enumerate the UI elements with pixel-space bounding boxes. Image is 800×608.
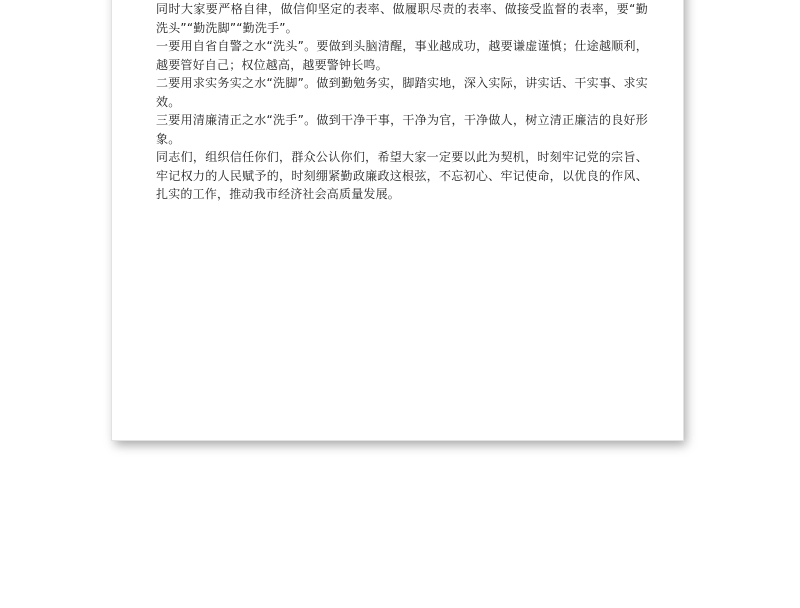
paragraph-closing: 同志们，组织信任你们，群众公认你们，希望大家一定要以此为契机，时刻牢记党的宗旨、牢记权力的人民赋予的，时刻绷紧勤政廉政这根弦，不忘初心、牢记使命，以优良的作风、扎实的工作，推动我市经济社会高质量发展。 — [156, 150, 648, 201]
document-page — [112, 0, 683, 440]
paragraph-wash-hands: 三要用清廉清正之水“洗手”。做到干净干事，干净为官，干净做人，树立清正廉洁的良好形象。 — [156, 113, 648, 146]
paragraph-self-discipline: 同时大家要严格自律，做信仰坚定的表率、做履职尽责的表率、做接受监督的表率，要“勤洗头”“勤洗脚”“勤洗手”。 — [156, 2, 648, 35]
document-body — [156, 0, 648, 204]
paragraph-wash-feet: 二要用求实务实之水“洗脚”。做到勤勉务实，脚踏实地，深入实际，讲实话、干实事、求实效。 — [156, 76, 648, 109]
paragraph-wash-head: 一要用自省自警之水“洗头”。要做到头脑清醒，事业越成功，越要谦虚谨慎；仕途越顺利，越要管好自己；权位越高，越要警钟长鸣。 — [156, 39, 648, 72]
